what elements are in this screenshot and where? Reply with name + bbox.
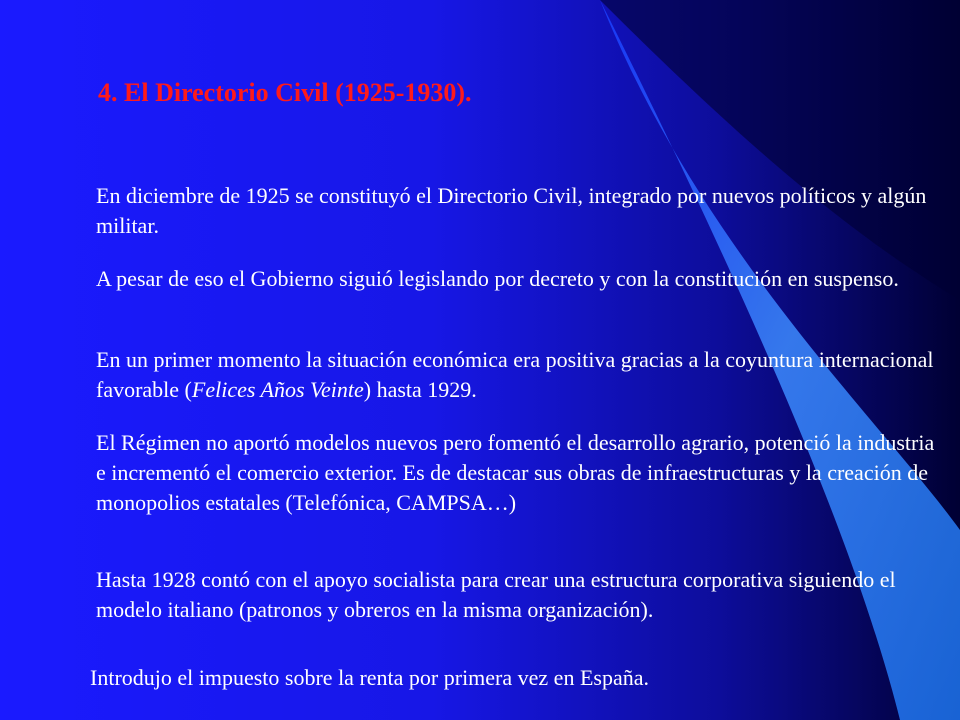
paragraph-economic-text-start: En un primer momento la situación económica era positiva gracias a la coyuntura internacional favorable ( — [96, 347, 934, 402]
slide-title: 4. El Directorio Civil (1925-1930). — [98, 78, 472, 107]
felices-anos-veinte-italic: Felices Años Veinte — [191, 377, 364, 402]
swoosh-shadow — [600, 0, 960, 300]
paragraph-regime-development: El Régimen no aportó modelos nuevos pero fomentó el desarrollo agrario, potenció la industria e incrementó el comercio exterior. Es de destacar sus obras de infraestructuras y la creación de monopolios estatales (Telefónica, CAMPSA…) — [96, 430, 935, 515]
paragraph-socialist-support: Hasta 1928 contó con el apoyo socialista para crear una estructura corporativa siguiendo el modelo italiano (patronos y obreros en la misma organización). — [96, 567, 896, 622]
paragraph-economic-text-end: ) hasta 1929. — [363, 377, 477, 402]
paragraph-directorio-civil: En diciembre de 1925 se constituyó el Directorio Civil, integrado por nuevos políticos y algún militar. — [96, 183, 927, 238]
paragraph-decree-legislation: A pesar de eso el Gobierno siguió legislando por decreto y con la constitución en suspenso. — [96, 266, 899, 291]
paragraph-economic-situation — [96, 345, 936, 405]
paragraph-income-tax: Introdujo el impuesto sobre la renta por primera vez en España. — [90, 665, 649, 690]
